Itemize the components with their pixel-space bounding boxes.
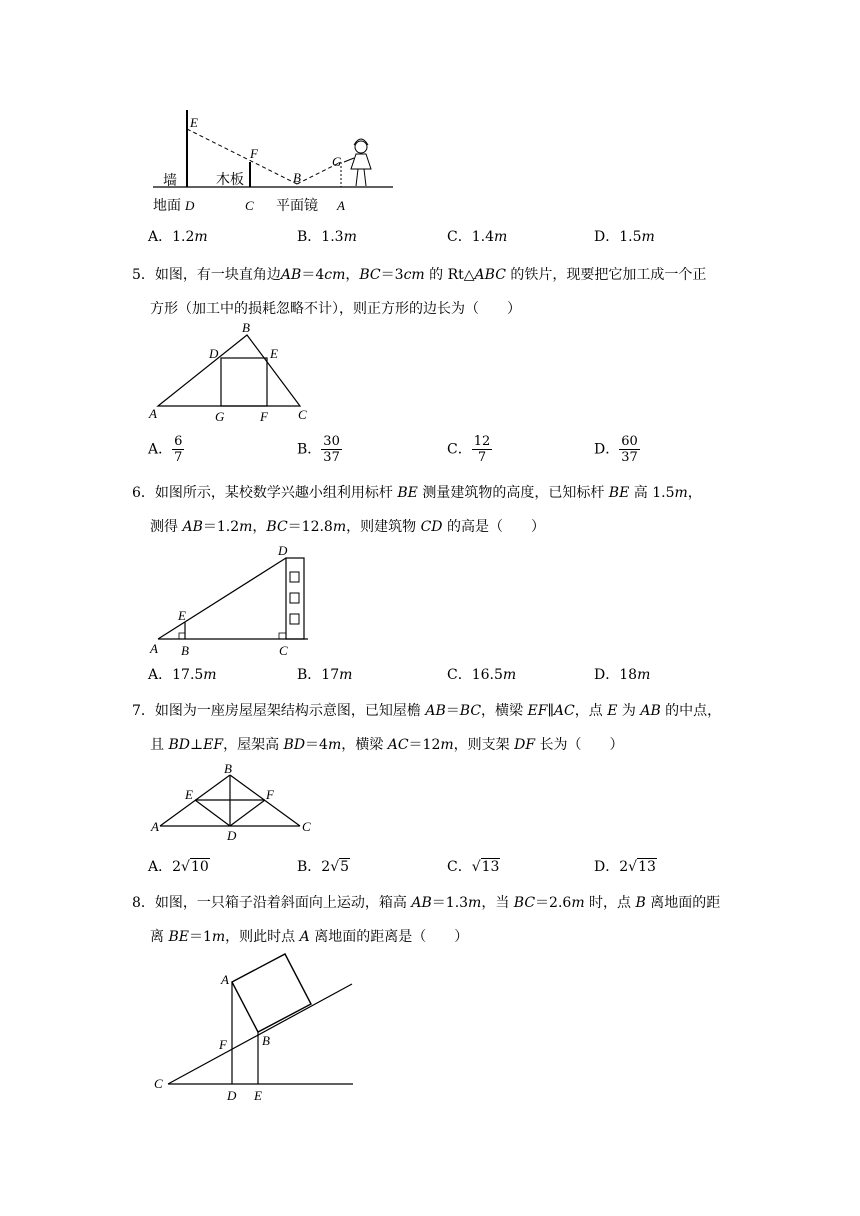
q8-stem: 8．如图，一只箱子沿着斜面向上运动，箱高 AB＝1.3m，当 BC＝2.6m 时，点 B 离地面的距 离 BE＝1m，则此时点 A 离地面的距离是（ ） — [132, 895, 721, 945]
label-D: D — [278, 543, 288, 558]
q7-option-b[interactable]: B．2√5 — [297, 859, 350, 875]
q5-option-d[interactable]: D． $\frac{60}{37}$ — [594, 434, 638, 465]
label-C: C — [302, 819, 311, 834]
label-A: A — [150, 641, 158, 656]
label-C: C — [298, 407, 307, 422]
q4-option-b[interactable]: B．1.3m — [297, 229, 357, 245]
q7-option-c[interactable]: C．√13 — [447, 859, 500, 875]
unit: m — [343, 229, 357, 245]
q5-stem: 5．如图，有一块直角边AB＝4cm，BC＝3cm 的 Rt△ABC 的铁片，现要把它加工成一个正 方形（加工中的损耗忽略不计），则正方形的边长为（ ） — [132, 267, 707, 317]
brace-ed — [195, 800, 230, 826]
label-G: G — [332, 154, 342, 169]
label-E: E — [190, 115, 198, 130]
label-F: F — [260, 409, 268, 424]
q6-stem: 6．如图所示，某校数学兴趣小组利用标杆 BE 测量建筑物的高度，已知标杆 BE 高 1.5m， 测得 AB＝1.2m，BC＝12.8m，则建筑物 CD 的高是（ ） — [132, 485, 702, 535]
q7-stem: 7．如图为一座房屋屋架结构示意图，已知屋檐 AB＝BC，横梁 EF∥AC，点 E 为 AB 的中点， 且 BD⊥EF，屋架高 BD＝4m，横梁 AC＝12m，则支架 DF 长为（ ） — [132, 703, 722, 753]
label-ground: 地面 — [153, 199, 181, 214]
label-E: E — [185, 787, 193, 802]
girl-icon — [344, 139, 371, 186]
q4-option-d[interactable]: D．1.5m — [594, 229, 655, 245]
label-D: D — [227, 1088, 237, 1103]
label-E: E — [178, 608, 186, 623]
question-number: 6． — [132, 485, 155, 501]
label-G: G — [215, 409, 225, 424]
q4-option-d-value: 1.5 — [619, 229, 642, 245]
label-F: F — [219, 1037, 227, 1052]
q7-option-a[interactable]: A．2√10 — [148, 859, 209, 875]
label-E: E — [254, 1088, 262, 1103]
q5-option-c[interactable]: C． $\frac{12}{7}$ — [447, 434, 491, 465]
label-F: F — [250, 146, 258, 161]
label-wall: 墙 — [163, 174, 177, 189]
question-number: 5． — [132, 267, 155, 283]
q5-option-a[interactable]: A． $\frac{6}{7}$ — [148, 434, 183, 465]
label-E: E — [270, 346, 278, 361]
q6-option-c[interactable]: C．16.5m — [447, 667, 517, 683]
question-number: 8． — [132, 895, 155, 911]
label-B: B — [242, 320, 250, 335]
label-C: C — [245, 198, 254, 213]
label-C: C — [154, 1076, 163, 1091]
q7-figure — [148, 758, 323, 846]
square-defg — [221, 358, 267, 406]
unit: m — [493, 229, 508, 245]
box — [232, 954, 311, 1032]
q5-option-b[interactable]: B． $\frac{30}{37}$ — [297, 434, 340, 465]
building — [286, 558, 304, 639]
label-mirror: 平面镜 — [276, 199, 318, 214]
q7-option-d[interactable]: D．2√13 — [594, 859, 656, 875]
label-C: C — [279, 643, 288, 658]
q6-option-a[interactable]: A．17.5m — [148, 667, 217, 683]
label-B: B — [293, 170, 301, 185]
label-D: D — [209, 346, 219, 361]
unit: m — [194, 229, 208, 245]
q4-figure — [148, 104, 398, 216]
q8-figure — [148, 950, 358, 1110]
label-B: B — [262, 1033, 270, 1048]
sight-line — [158, 558, 286, 639]
q4-option-c-value: 1.4 — [471, 229, 494, 245]
label-B: B — [224, 761, 232, 776]
label-D: D — [227, 828, 237, 843]
question-number: 7． — [132, 703, 155, 719]
unit: m — [641, 229, 655, 245]
label-board: 木板 — [216, 173, 244, 188]
label-D: D — [185, 198, 195, 213]
triangle-abc — [158, 335, 300, 406]
q5-figure — [148, 318, 323, 426]
q6-option-d[interactable]: D．18m — [594, 667, 651, 683]
q4-option-a-value: 1.2 — [172, 229, 195, 245]
label-F: F — [266, 787, 274, 802]
q6-figure — [148, 542, 318, 662]
label-A: A — [149, 406, 157, 421]
label-A: A — [337, 198, 345, 213]
brace-df — [230, 800, 265, 826]
slope-line — [168, 984, 352, 1084]
q6-option-b[interactable]: B．17m — [297, 667, 353, 683]
q4-option-b-value: 1.3 — [321, 229, 344, 245]
q4-option-a[interactable]: A．1.2m — [148, 229, 208, 245]
label-A: A — [221, 972, 229, 987]
label-A: A — [151, 819, 159, 834]
q4-option-c[interactable]: C．1.4m — [447, 229, 508, 245]
label-B: B — [181, 643, 189, 658]
